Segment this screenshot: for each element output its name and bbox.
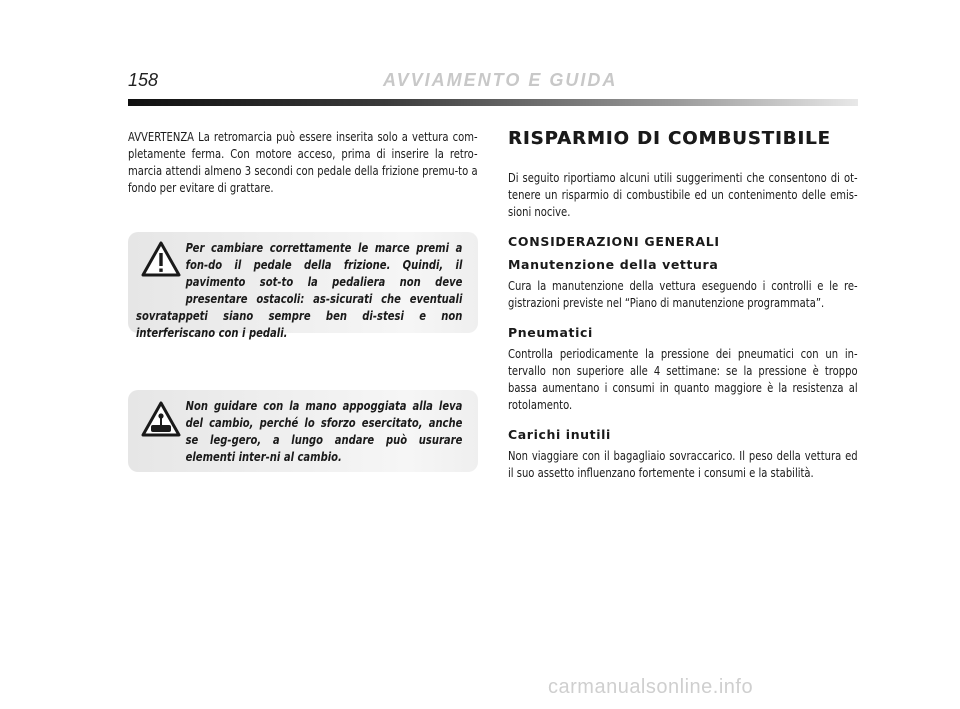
warning-box-gearlever — [128, 390, 478, 472]
left-column — [128, 128, 478, 196]
warning-text-clutch — [128, 232, 462, 341]
tyres-text: Controlla periodicamente la pressione dei pneumatici con un in-tervallo non superiore alle 4 settimane: se la pressione è troppo bassa aumentano i consumi in quanto maggiore è la resistenza al rotolamento. — [508, 346, 858, 412]
loads-heading: Carichi inutili — [508, 427, 611, 442]
fuel-saving-intro: Di seguito riportiamo alcuni utili suggerimenti che consentono di ot-tenere un risparmio di combustibile ed un contenimento delle emis-sioni nocive. — [508, 170, 858, 219]
warning-box-clutch — [128, 232, 478, 340]
maintenance-text: Cura la manutenzione della vettura eseguendo i controlli e le re-gistrazioni previste nel “Piano di manutenzione programmata”. — [508, 278, 858, 310]
tyres-heading: Pneumatici — [508, 325, 593, 340]
maintenance-heading: Manutenzione della vettura — [508, 257, 719, 272]
loads-text: Non viaggiare con il bagagliaio sovraccarico. Il peso della vettura ed il suo assetto influenzano fortemente i consumi e la stabilità. — [508, 448, 858, 480]
page-number: 158 — [128, 70, 159, 90]
general-considerations-heading: CONSIDERAZIONI GENERALI — [508, 234, 720, 249]
section-header-title: AVVIAMENTO E GUIDA — [383, 70, 618, 90]
header-rule — [128, 99, 858, 106]
reverse-gear-note: AVVERTENZA La retromarcia può essere inserita solo a vettura com-pletamente ferma. Con motore acceso, prima di inserire la retro-marcia attendi almeno 3 secondi con pedale della frizione premu-to a fondo per evitare di grattare. — [128, 129, 478, 195]
warning-text-gearlever — [128, 390, 462, 465]
watermark: carmanualsonline.info — [548, 676, 754, 698]
warning-gearlever-text: Non guidare con la mano appoggiata alla leva del cambio, perché lo sforzo esercitato, anche se leg-gero, a lungo andare può usurare elementi inter-ni al cambio. — [185, 398, 463, 464]
right-column — [508, 124, 858, 481]
fuel-saving-title: RISPARMIO DI COMBUSTIBILE — [508, 128, 831, 149]
warning-clutch-text: Per cambiare correttamente le marce premi a fon-do il pedale della frizione. Quindi, il pavimento sot-to la pedaliera non deve presentare ostacoli: as-sicurati che eventuali sovratappeti siano sempre ben di-stesi e non interferiscano con i pedali. — [136, 240, 463, 340]
